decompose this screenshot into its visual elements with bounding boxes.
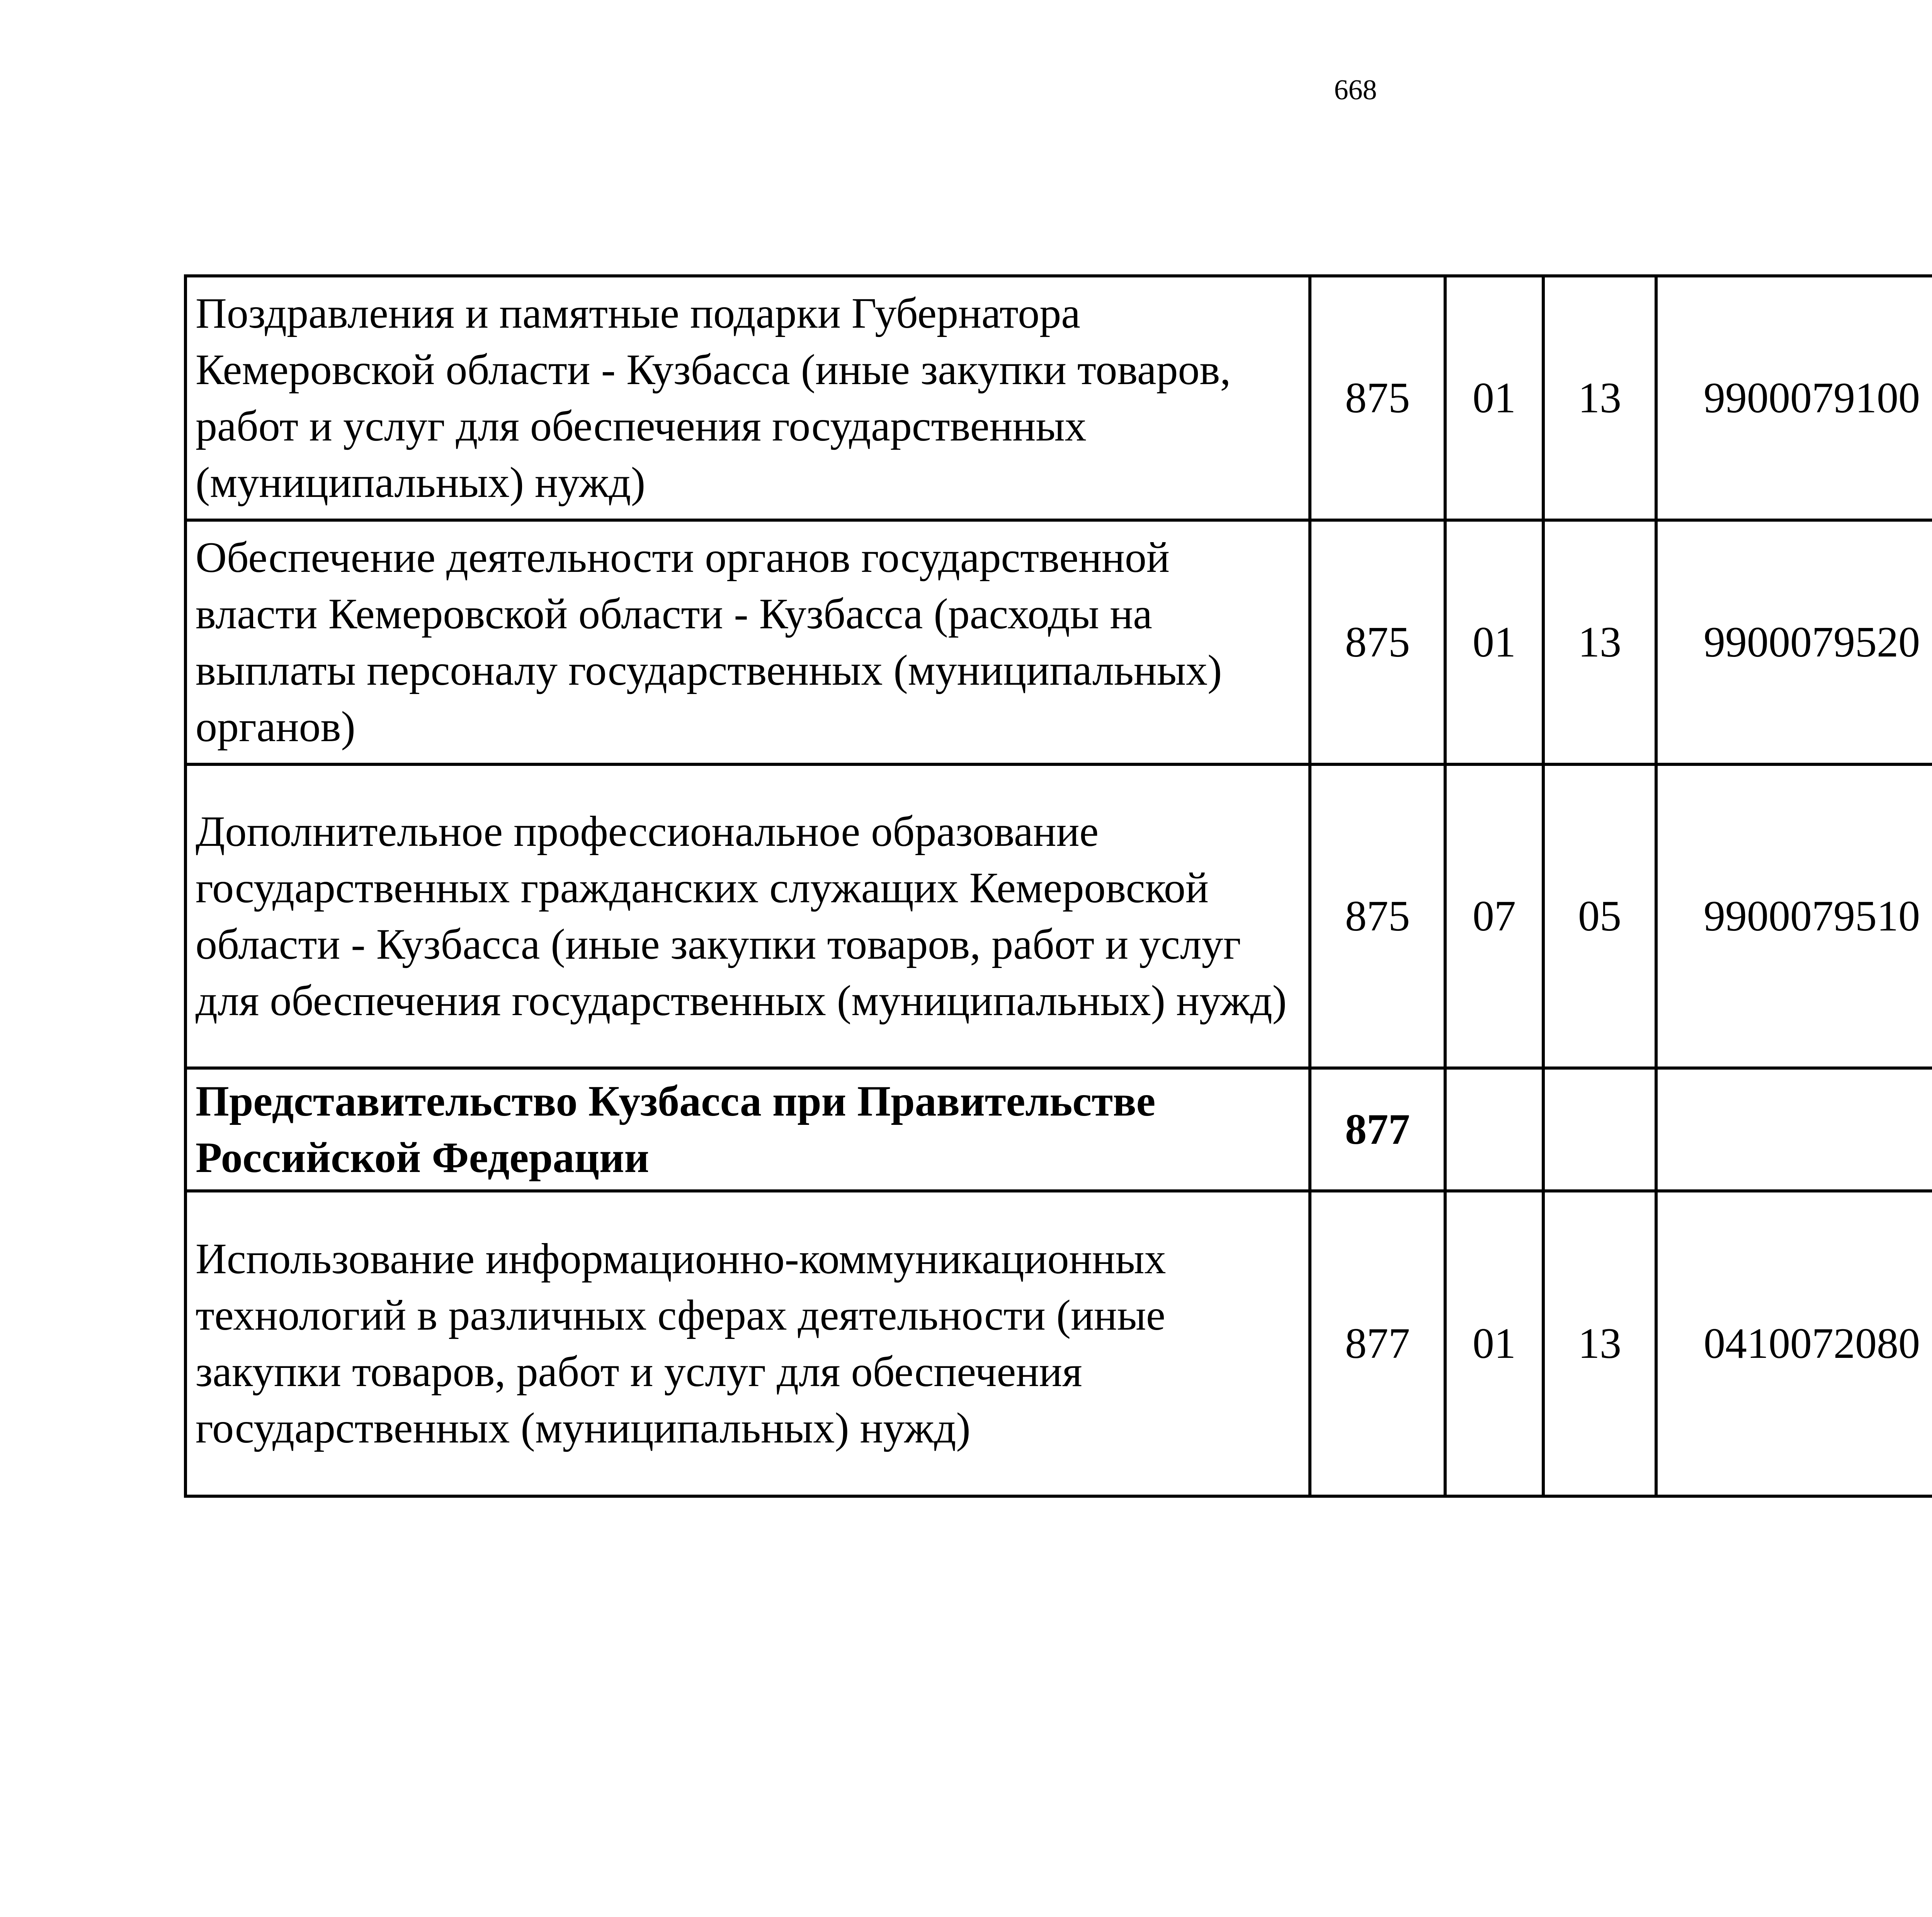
target-article-cell — [1656, 1068, 1932, 1191]
ministry-code-cell: 877 — [1310, 1191, 1445, 1496]
target-article-cell: 9900079510 — [1656, 764, 1932, 1068]
subsection-code-cell: 13 — [1543, 276, 1656, 520]
expense-name-cell: Использование информационно-коммуникационных технологий в различных сферах деятельности (иные закупки товаров, работ и услуг для обеспечения государственных (муниципальных) нужд) — [185, 1191, 1310, 1496]
section-code-cell: 01 — [1445, 520, 1543, 764]
subsection-code-cell: 05 — [1543, 764, 1656, 1068]
target-article-cell: 9900079520 — [1656, 520, 1932, 764]
section-code-cell: 01 — [1445, 1191, 1543, 1496]
table-row — [185, 1191, 1932, 1496]
page-number: 668 — [1334, 74, 1377, 106]
table-row — [185, 764, 1932, 1068]
expense-name-cell: Дополнительное профессиональное образование государственных гражданских служащих Кемеровской области - Кузбасса (иные закупки товаров, работ и услуг для обеспечения государственных (муниципальных) нужд) — [185, 764, 1310, 1068]
target-article-cell: 0410072080 — [1656, 1191, 1932, 1496]
table-row — [185, 520, 1932, 764]
subsection-code-cell: 13 — [1543, 1191, 1656, 1496]
table-row — [185, 276, 1932, 520]
table-row-total — [185, 1068, 1932, 1191]
ministry-code-cell: 877 — [1310, 1068, 1445, 1191]
expense-name-cell: Обеспечение деятельности органов государственной власти Кемеровской области - Кузбасса (расходы на выплаты персоналу государственных (муниципальных) органов) — [185, 520, 1310, 764]
target-article-cell: 9900079100 — [1656, 276, 1932, 520]
expense-name-cell: Поздравления и памятные подарки Губернатора Кемеровской области - Кузбасса (иные закупки товаров, работ и услуг для обеспечения государственных (муниципальных) нужд) — [185, 276, 1310, 520]
subsection-code-cell: 13 — [1543, 520, 1656, 764]
ministry-code-cell: 875 — [1310, 276, 1445, 520]
subsection-code-cell — [1543, 1068, 1656, 1191]
section-code-cell: 07 — [1445, 764, 1543, 1068]
ministry-code-cell: 875 — [1310, 764, 1445, 1068]
budget-table — [184, 274, 1932, 1498]
expense-name-cell: Представительство Кузбасса при Правительстве Российской Федерации — [185, 1068, 1310, 1191]
ministry-code-cell: 875 — [1310, 520, 1445, 764]
section-code-cell — [1445, 1068, 1543, 1191]
section-code-cell: 01 — [1445, 276, 1543, 520]
